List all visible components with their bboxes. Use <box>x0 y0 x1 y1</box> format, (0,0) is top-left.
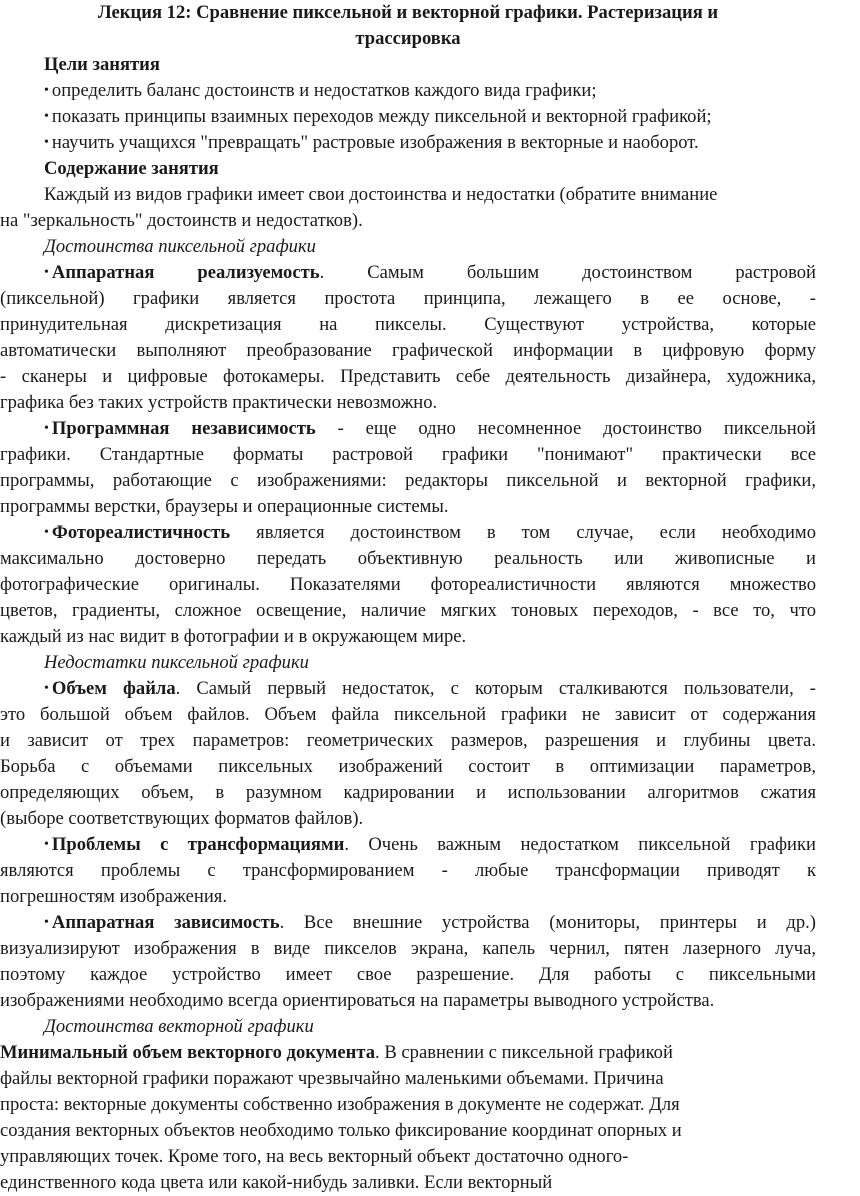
paragraph-text: . Самый первый недостаток, с которым сталкиваются пользователи, - <box>175 678 817 699</box>
lecture-title: Лекция 12: Сравнение пиксельной и векторной графики. Растеризация и <box>97 2 719 23</box>
bullet-icon: • <box>44 109 49 124</box>
photo-paragraph-first-line <box>44 520 816 546</box>
lecture-title-continued: трассировка <box>355 28 461 49</box>
paragraph-line: графики. Стандартные форматы растровой графики "понимают" практически все <box>0 444 816 465</box>
hwdep-paragraph-first-line <box>44 910 816 936</box>
goal-text: показать принципы взаимных переходов между пиксельной и векторной графикой; <box>51 106 712 127</box>
paragraph-text: . Самым большим достоинством растровой <box>319 262 816 283</box>
paragraph-line: управляющих точек. Кроме того, на весь векторный объект достаточно одного- <box>0 1146 629 1167</box>
paragraph-line: единственного кода цвета или какой-нибудь заливки. Если векторный <box>0 1172 553 1193</box>
prog-paragraph-first-line <box>44 416 816 442</box>
bullet-icon: • <box>44 135 49 150</box>
paragraph-line: (выборе соответствующих форматов файлов). <box>0 808 364 829</box>
hwdep-term: Аппаратная зависимость <box>51 912 280 933</box>
paragraph-line: цветов, градиенты, сложное освещение, наличие мягких тоновых переходов, - все то, что <box>0 600 816 621</box>
paragraph-line: - сканеры и цифровые фотокамеры. Представить себе деятельность дизайнера, художника, <box>0 366 816 387</box>
paragraph-line: графика без таких устройств практически невозможно. <box>0 392 438 413</box>
bullet-icon: • <box>44 525 49 540</box>
paragraph-line: изображениями необходимо всегда ориентироваться на параметры выводного устройства. <box>0 990 715 1011</box>
paragraph-line: файлы векторной графики поражают чрезвычайно маленькими объемами. Причина <box>0 1068 664 1089</box>
transform-term: Проблемы с трансформациями <box>51 834 345 855</box>
paragraph-line: принудительная дискретизация на пикселы. Существуют устройства, которые <box>0 314 816 335</box>
bullet-icon: • <box>44 83 49 98</box>
paragraph-line: погрешностям изображения. <box>0 886 228 907</box>
paragraph-line: максимально достоверно передать объективную реальность или живописные и <box>0 548 816 569</box>
prog-term: Программная независимость <box>51 418 316 439</box>
paragraph-line: автоматически выполняют преобразование графической информации в цифровую форму <box>0 340 816 361</box>
goals-heading: Цели занятия <box>44 54 160 75</box>
photo-term: Фотореалистичность <box>51 522 231 543</box>
paragraph-text: . В сравнении с пиксельной графикой <box>375 1042 673 1063</box>
paragraph-line: проста: векторные документы собственно изображения в документе не содержат. Для <box>0 1094 680 1115</box>
paragraph-line: являются проблемы с трансформированием - любые трансформации приводят к <box>0 860 816 881</box>
vector-pros-heading: Достоинства векторной графики <box>44 1016 314 1037</box>
goal-item <box>44 130 860 156</box>
paragraph-line: определяющих объем, в разумном кадрировании и использовании алгоритмов сжатия <box>0 782 816 803</box>
intro-line: Каждый из видов графики имеет свои достоинства и недостатки (обратите внимание <box>44 184 718 205</box>
paragraph-line: это большой объем файлов. Объем файла пиксельной графики не зависит от содержания <box>0 704 816 725</box>
size-term: Объем файла <box>51 678 176 699</box>
paragraph-line: поэтому каждое устройство имеет свое разрешение. Для работы с пиксельными <box>0 964 816 985</box>
hw-paragraph-first-line <box>44 260 816 286</box>
bullet-icon: • <box>44 915 49 930</box>
paragraph-line: создания векторных объектов необходимо только фиксирование координат опорных и <box>0 1120 682 1141</box>
paragraph-line: программы верстки, браузеры и операционные системы. <box>0 496 449 517</box>
goal-item <box>44 104 860 130</box>
paragraph-line: (пиксельной) графики является простота принципа, лежащего в ее основе, - <box>0 288 816 309</box>
paragraph-line: фотографические оригиналы. Показателями фотореалистичности являются множество <box>0 574 816 595</box>
hw-term: Аппаратная реализуемость <box>51 262 320 283</box>
paragraph-line: каждый из нас видит в фотографии и в окружающем мире. <box>0 626 467 647</box>
intro-line: на "зеркальность" достоинств и недостатков). <box>0 210 363 231</box>
paragraph-line: визуализируют изображения в виде пикселов экрана, капель чернил, пятен лазерного луча, <box>0 938 816 959</box>
vecmin-term: Минимальный объем векторного документа <box>0 1042 376 1063</box>
raster-pros-heading: Достоинства пиксельной графики <box>44 236 316 257</box>
size-paragraph-first-line <box>44 676 816 702</box>
goal-text: научить учащихся "превращать" растровые изображения в векторные и наоборот. <box>51 132 699 153</box>
raster-cons-heading: Недостатки пиксельной графики <box>44 652 309 673</box>
paragraph-text: . Все внешние устройства (мониторы, принтеры и др.) <box>279 912 816 933</box>
paragraph-text: является достоинством в том случае, если необходимо <box>230 522 816 543</box>
paragraph-line: Борьба с объемами пиксельных изображений состоит в оптимизации параметров, <box>0 756 816 777</box>
bullet-icon: • <box>44 681 49 696</box>
vecmin-paragraph-first-line <box>0 1040 816 1066</box>
bullet-icon: • <box>44 421 49 436</box>
transform-paragraph-first-line <box>44 832 816 858</box>
bullet-icon: • <box>44 837 49 852</box>
bullet-icon: • <box>44 265 49 280</box>
content-heading: Содержание занятия <box>44 158 219 179</box>
paragraph-text: . Очень важным недостатком пиксельной графики <box>344 834 816 855</box>
paragraph-line: и зависит от трех параметров: геометрических размеров, разрешения и глубины цвета. <box>0 730 816 751</box>
goal-item <box>44 78 860 104</box>
paragraph-text: - еще одно несомненное достоинство пиксельной <box>315 418 816 439</box>
goal-text: определить баланс достоинств и недостатков каждого вида графики; <box>51 80 597 101</box>
paragraph-line: программы, работающие с изображениями: редакторы пиксельной и векторной графики, <box>0 470 816 491</box>
